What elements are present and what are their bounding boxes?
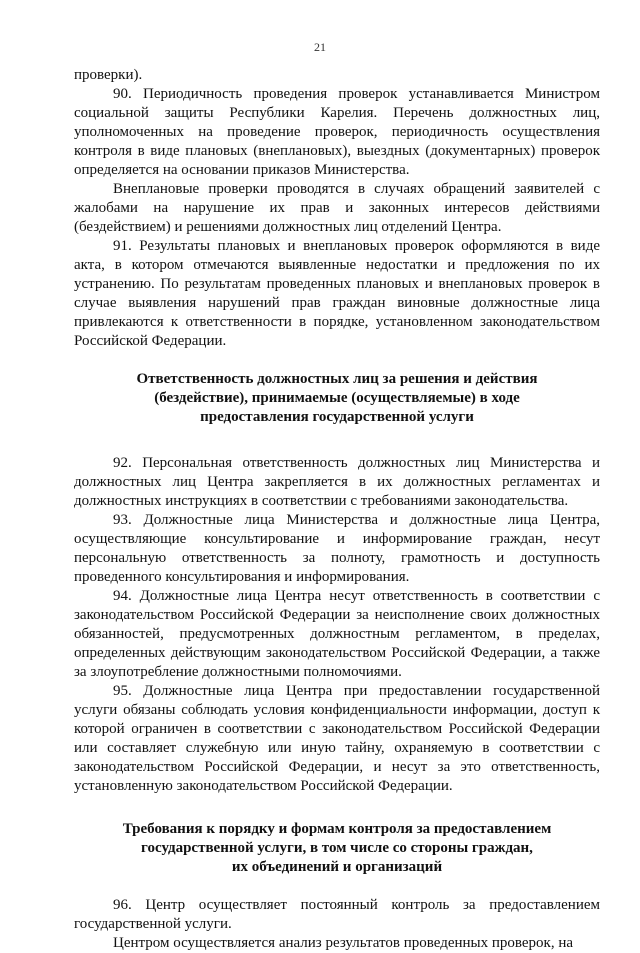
paragraph-continuation: проверки).	[74, 67, 143, 83]
paragraph-93: 93. Должностные лица Министерства и должностные лица Центра, осуществляющие консультирование и информирование граждан, несут персональную ответственность за полноту, грамотность и доступность проведенного консультирования и информирования.	[74, 512, 600, 585]
paragraph-analysis: Центром осуществляется анализ результатов проведенных проверок, на	[113, 935, 574, 951]
heading-line: Ответственность должностных лиц за решения и действия	[136, 371, 538, 387]
paragraph-unscheduled-checks: Внеплановые проверки проводятся в случаях обращений заявителей с жалобами на нарушение их прав и законных интересов действиями (бездействием) и решениями должностных лиц отделений Центра.	[74, 181, 600, 235]
heading-line: государственной услуги, в том числе со стороны граждан,	[141, 840, 533, 856]
heading-line: предоставления государственной услуги	[200, 409, 474, 425]
paragraph-96: 96. Центр осуществляет постоянный контроль за предоставлением государственной услуги.	[74, 897, 600, 932]
paragraph-94: 94. Должностные лица Центра несут ответственность в соответствии с законодательством Российской Федерации за неисполнение своих должностных обязанностей, предусмотренных должностным регламентом, в пределах, определенных действующим законодательством Российской Федерации, а также за злоупотребление должностными полномочиями.	[74, 588, 600, 680]
paragraph-91: 91. Результаты плановых и внеплановых проверок оформляются в виде акта, в котором отмечаются выявленные недостатки и предложения по их устранению. По результатам проведенных плановых и внеплановых проверок в случае выявления нарушений прав граждан виновные должностные лица привлекаются к ответственности в порядке, установленном законодательством Российской Федерации.	[74, 238, 600, 349]
heading-line: Требования к порядку и формам контроля за предоставлением	[122, 821, 552, 837]
paragraph-90: 90. Периодичность проведения проверок устанавливается Министром социальной защиты Республики Карелия. Перечень должностных лиц, уполномоченных на проведение проверок, периодичность осуществления контроля в виде плановых (внеплановых), выездных (документарных) проверок определяется на основании приказов Министерства.	[74, 86, 600, 178]
page-content	[74, 66, 600, 953]
heading-line: (бездействие), принимаемые (осуществляемые) в ходе	[154, 390, 520, 406]
heading-line: их объединений и организаций	[231, 859, 443, 875]
paragraph-95: 95. Должностные лица Центра при предоставлении государственной услуги обязаны соблюдать условия конфиденциальности информации, доступ к которой ограничен в соответствии с законодательством Российской Федерации или составляет служебную или иную тайну, охраняемую в соответствии с законодательством Российской Федерации, и несут за это ответственность, установленную законодательством Российской Федерации.	[74, 683, 600, 794]
page-number: 21	[314, 40, 326, 54]
paragraph-92: 92. Персональная ответственность должностных лиц Министерства и должностных лиц Центра закрепляется в их должностных регламентах и должностных инструкциях в соответствии с требованиями законодательства.	[74, 455, 600, 509]
section-heading-control-requirements	[74, 820, 600, 877]
section-heading-responsibility	[74, 370, 600, 427]
